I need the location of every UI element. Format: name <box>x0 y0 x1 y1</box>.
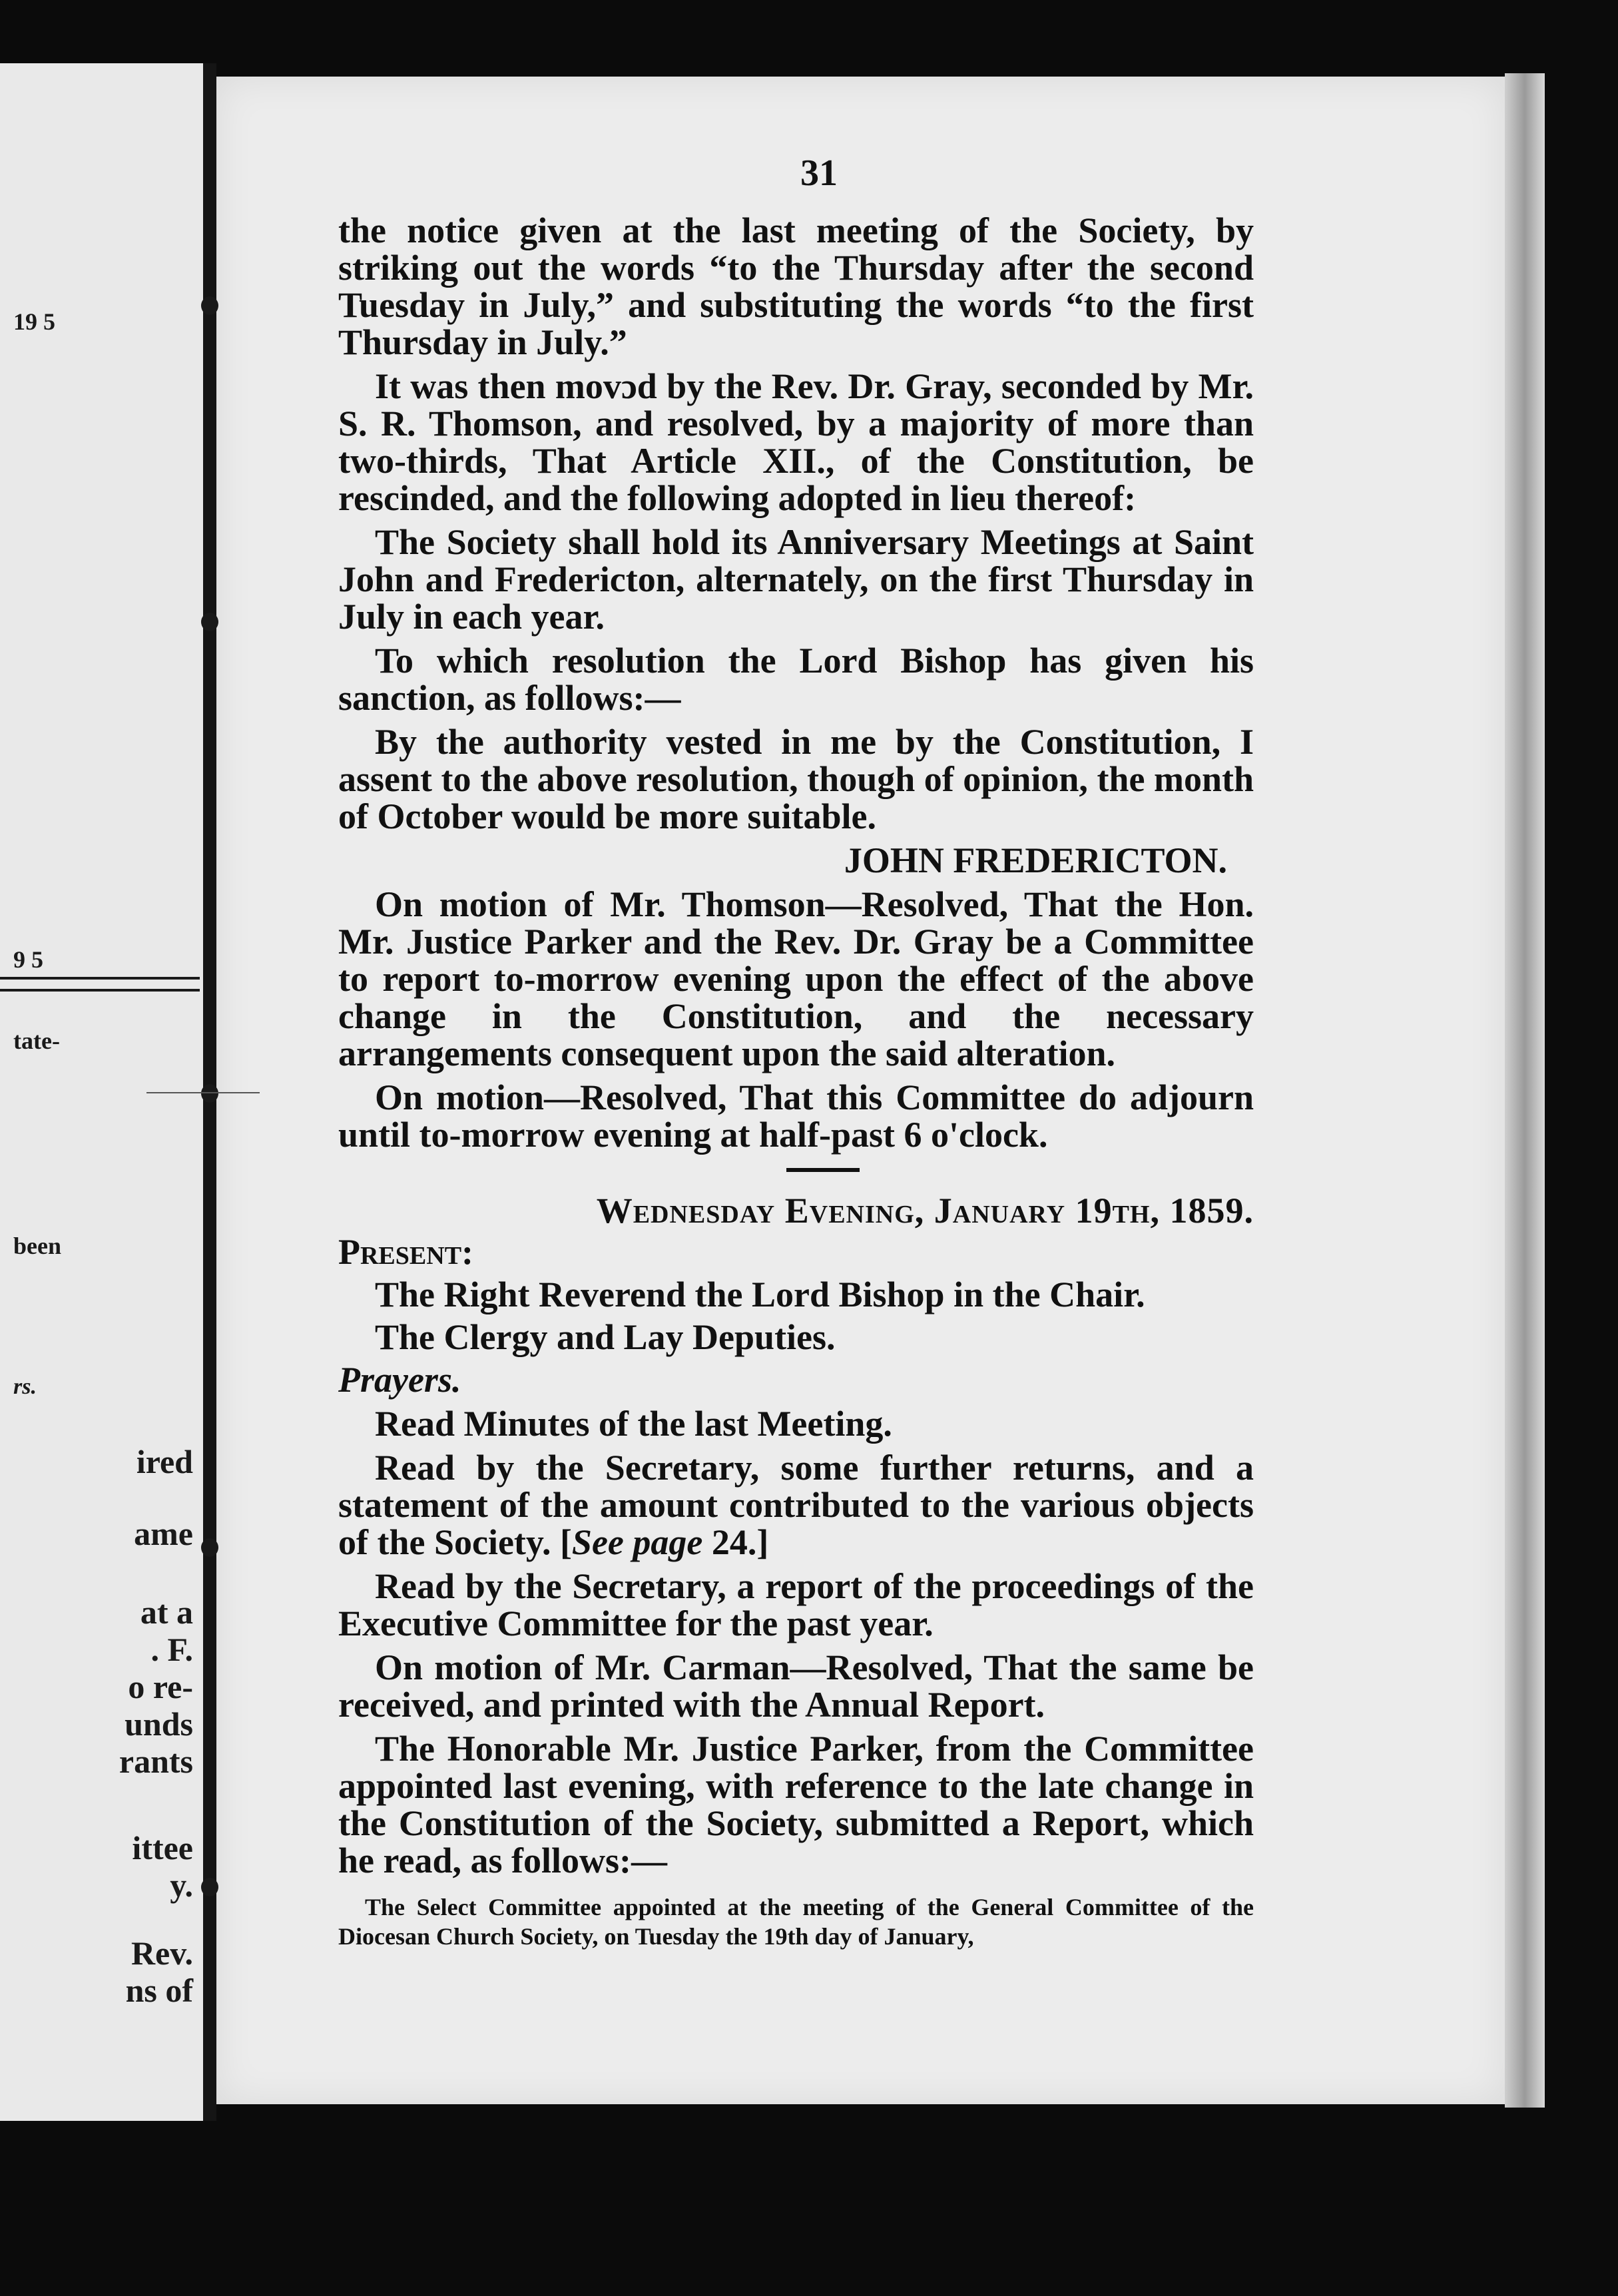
section-heading: Wednesday Evening, January 19th, 1859. <box>596 1191 1254 1231</box>
page-reference: See page <box>571 1522 703 1562</box>
left-fragment: ame <box>134 1515 193 1552</box>
paragraph: The Honorable Mr. Justice Parker, from the Committee appointed last evening, with reference to the late change in the Constitution of the Society, submitted a Report, which he read, as follows:— <box>338 1729 1254 1880</box>
left-double-rule <box>0 977 200 992</box>
paragraph: Read by the Secretary, a report of the proceedings of the Executive Committee for the past year. <box>338 1566 1254 1643</box>
section-rule <box>786 1168 860 1172</box>
paragraph: It was then movɔd by the Rev. Dr. Gray, seconded by Mr. S. R. Thomson, and resolved, by a majority of more than two-thirds, That Article XII., of the Constitution, be rescinded, and the following adopted in lieu thereof: <box>338 366 1254 518</box>
prayers-label: Prayers. <box>338 1360 461 1400</box>
left-fragment: 19 5 <box>13 308 55 335</box>
present-item: The Clergy and Lay Deputies. <box>375 1317 836 1357</box>
paragraph: Read Minutes of the last Meeting. <box>375 1404 892 1444</box>
paragraph: To which resolution the Lord Bishop has given his sanction, as follows:— <box>338 641 1254 718</box>
paragraph: The Society shall hold its Anniversary Meetings at Saint John and Fredericton, alternately, on the first Thursday in July in each year. <box>338 522 1254 637</box>
paragraph: On motion of Mr. Carman—Resolved, That the same be received, and printed with the Annual Report. <box>338 1647 1254 1725</box>
left-fragment: unds <box>125 1705 193 1743</box>
paragraph: On motion—Resolved, That this Committee do adjourn until to-morrow evening at half-past 6 o'clock. <box>338 1077 1254 1155</box>
left-fragment: y. <box>170 1866 193 1904</box>
binding-tack <box>201 1538 218 1557</box>
binding-tack <box>201 1878 218 1896</box>
paragraph: the notice given at the last meeting of the Society, by striking out the words “to the Thursday after the second Tuesday in July,” and substituting the words “to the first Thursday in July.” <box>338 210 1254 362</box>
page-number: 31 <box>800 152 838 194</box>
paragraph: On motion of Mr. Thomson—Resolved, That the Hon. Mr. Justice Parker and the Rev. Dr. Gray be a Committee to report to-morrow evening upon the effect of the above change in the Constitution, and the necessary arrangements consequent upon the said alteration. <box>338 884 1254 1073</box>
paragraph <box>338 1449 1254 1561</box>
left-fragment: Rev. <box>131 1934 193 1972</box>
left-fragment: rs. <box>13 1374 37 1399</box>
left-fragment: tate- <box>13 1027 60 1054</box>
left-fragment: . F. <box>150 1631 193 1668</box>
binding-tack <box>201 296 218 315</box>
left-fragment: 9 5 <box>13 946 43 973</box>
page-text <box>338 212 1254 1958</box>
present-item: The Right Reverend the Lord Bishop in the Chair. <box>375 1275 1145 1314</box>
present-label: Present: <box>338 1232 474 1272</box>
left-fragment: ns of <box>125 1972 193 2009</box>
binding-tack <box>201 613 218 631</box>
left-fragment: o re- <box>128 1668 193 1705</box>
binding-tack <box>201 1084 218 1103</box>
paragraph-text: 24.] <box>702 1522 769 1562</box>
left-fragment: ittee <box>132 1829 193 1866</box>
left-fragment: rants <box>119 1743 193 1780</box>
left-fragment: been <box>13 1233 61 1259</box>
binding-thread <box>146 1092 260 1093</box>
left-fragment: at a <box>140 1593 193 1631</box>
left-fragment: ired <box>136 1443 193 1480</box>
page-edge <box>1505 73 1545 2108</box>
small-print-paragraph: The Select Committee appointed at the meeting of the General Committee of the Diocesan Church Society, on Tuesday the 19th day of January, <box>338 1894 1254 1950</box>
paragraph: By the authority vested in me by the Constitution, I assent to the above resolution, though of opinion, the month of October would be more suitable. <box>338 722 1254 836</box>
paragraph-text: Read by the Secretary, some further returns, and a statement of the amount contributed to the various objects of the Society. [ <box>338 1448 1254 1562</box>
signature: JOHN FREDERICTON. <box>844 840 1227 880</box>
